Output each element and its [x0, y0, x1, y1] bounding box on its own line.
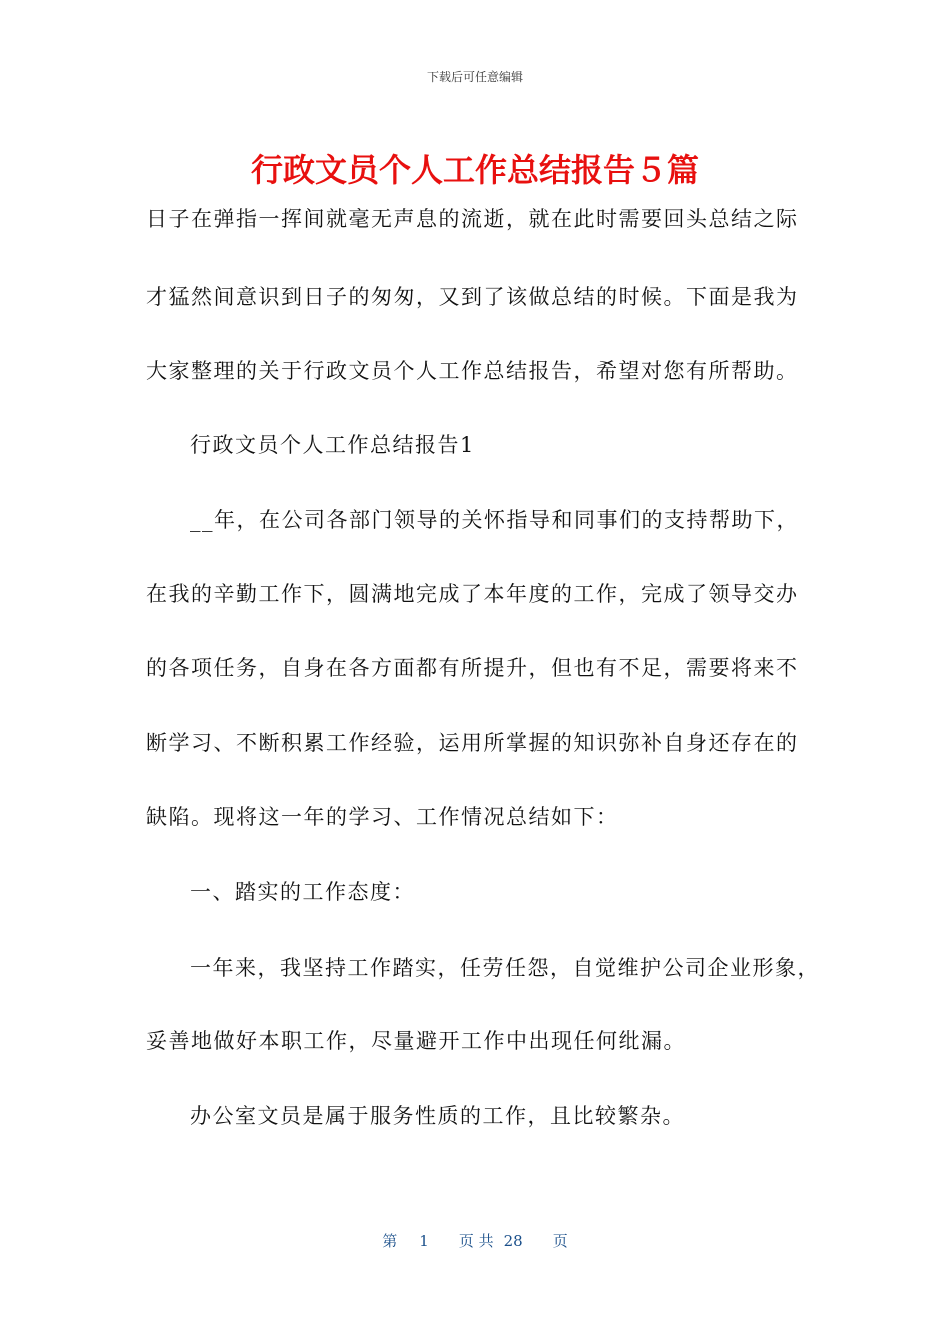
- paragraph-line: 一年来，我坚持工作踏实，任劳任怨，自觉维护公司企业形象，: [190, 956, 820, 980]
- paragraph-line: 缺陷。现将这一年的学习、工作情况总结如下：: [146, 805, 619, 829]
- page-prefix: 第: [382, 1232, 398, 1250]
- paragraph-line: 的各项任务，自身在各方面都有所提升，但也有不足，需要将来不: [146, 656, 799, 680]
- paragraph-line: 日子在弹指一挥间就毫无声息的流逝，就在此时需要回头总结之际: [146, 207, 799, 231]
- paragraph-line: __年，在公司各部门领导的关怀指导和同事们的支持帮助下，: [190, 508, 799, 532]
- paragraph-line: 断学习、不断积累工作经验，运用所掌握的知识弥补自身还存在的: [146, 731, 799, 755]
- document-title: 行政文员个人工作总结报告５篇: [250, 151, 699, 189]
- page-suffix: 页: [552, 1232, 568, 1250]
- section-heading: 行政文员个人工作总结报告1: [190, 433, 475, 457]
- page-total: 28: [503, 1232, 523, 1250]
- subsection-heading: 一、踏实的工作态度：: [190, 880, 415, 904]
- page-mid: 页 共: [458, 1232, 494, 1250]
- paragraph-line: 才猛然间意识到日子的匆匆，又到了该做总结的时候。下面是我为: [146, 285, 799, 309]
- paragraph-line: 妥善地做好本职工作，尽量避开工作中出现任何纰漏。: [146, 1029, 686, 1053]
- header-note: 下载后可任意编辑: [426, 70, 523, 84]
- paragraph-line: 在我的辛勤工作下，圆满地完成了本年度的工作，完成了领导交办: [146, 582, 799, 606]
- paragraph-line: 办公室文员是属于服务性质的工作，且比较繁杂。: [190, 1104, 685, 1128]
- paragraph-line: 大家整理的关于行政文员个人工作总结报告，希望对您有所帮助。: [146, 359, 799, 383]
- page-footer: [0, 1230, 950, 1251]
- page-current: 1: [419, 1232, 429, 1250]
